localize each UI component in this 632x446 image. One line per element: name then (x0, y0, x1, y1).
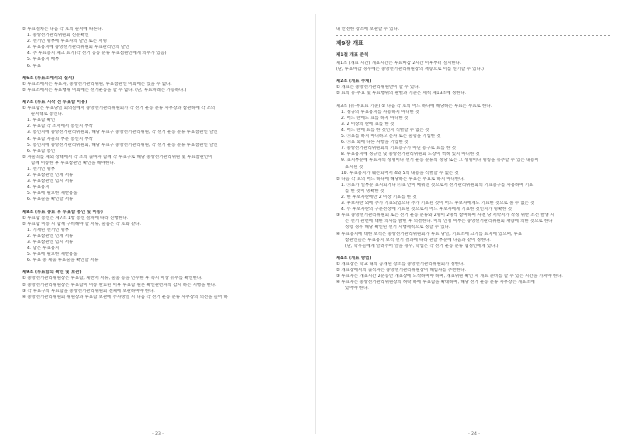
text-line: 1. ⓞ표가 일부분 표시되거나 ⓞ표 안이 메워진 것으로서 선거관리위원회의 기표용구를 사용하여 기표 (341, 182, 534, 188)
text-line: 성령 경우 해당 확인된 선거 시행세칙으로 정할 수 있다. (345, 225, 451, 231)
text-line: ③ 투표 중앙선거관리위원회 또는 선거 운동 분류와 2명이 2명씩 참여하여 사전 당 서약서가 작성 위반 조건 발생 시 (336, 213, 555, 219)
text-line: ③ 투표자는 개표시간 2분동안 개표장에 도착하여야 하며, 개표위원 확인 시 개표 준비를 할 수 있는 시간을 가져야 한다. (336, 274, 563, 280)
text-line: ① 중앙선거관리위원장은 투표함, 제반서 서류, 물품 등을 인수한 후 즉시 이상 유무를 확인한다. (22, 276, 203, 282)
text-line: 6. 투표술을 확인할 서류 (27, 197, 74, 203)
text-line: 8. 투표용지에 정규인 및 중앙선거관리위원회 도장이 찍혀 있지 아니한 것 (341, 152, 480, 158)
text-line: 를 한 것이 명확한 것 (345, 188, 385, 194)
text-line: ④ 중앙선거관리위원회 위원장과 투표함 보관에 주사방일 시 다음 각 선거 운동 분류 사무장의 의견을 들어 하 (22, 294, 228, 300)
text-line: ① 투표함 봉인은 제7조 1항 봉인 절차에 따라 진행한다. (22, 215, 129, 221)
text-line: 6. 투표함 봉인 (27, 148, 56, 154)
text-line: ① 투표함은 투표당일 회의실에서 중앙선거관리위원회가 각 선거 운동 분류 사무장과 참관하에 각 조의 (22, 106, 216, 112)
article-title: 제2조 (개표 주체) (336, 79, 372, 85)
text-line: 5. 투표용지 배부 (27, 57, 60, 63)
text-line: ① 개표는 중앙선거관리위원만이 할 수 있다. (336, 85, 420, 91)
text-line: 제1조 (개표 시간) 개표시간은 투표마감 2시간 이후부터 실시한다. (336, 61, 462, 67)
text-line: 7. 중앙선거관리위원회의 기표용구가 아닌 용구로 표를 한 것 (341, 146, 456, 152)
intro-list (22, 27, 308, 70)
text-line: 5. ⓞ표를 하지 아니하고 문자 또는 물형을 기입한 것 (341, 134, 441, 140)
text-line: 있어야 한다. (345, 286, 369, 292)
text-line: 참관인들은 투표용지 보석 선거 결과에 따라 관할 부분에 다음과 같이 정한다. (345, 237, 491, 243)
article-title: 제9조 (투표함의 확인 및 보관) (22, 270, 82, 276)
text-line: 2. 투표참관인 인계 서류 (27, 233, 74, 239)
text-line: 6. ⓞ표 외에 다른 사항을 기입한 것 (341, 140, 409, 146)
text-line: 3. 2 이상의 란에 표를 한 것 (341, 121, 395, 127)
text-line: 2. 투표참관인 인계 서류 (27, 173, 74, 179)
text-line: 순서대로 봉인다. (31, 112, 64, 118)
text-line: 1. 중앙선거관리위원회 신분확인 (27, 33, 89, 39)
article-title: 제7조 (투표 시작 전 투표함 이용) (22, 99, 88, 105)
text-line: (단, 학우들에게 알려주어 알을 경우, 학업은 각 선거 운동 분류 협정인에게 있다.) (345, 243, 499, 249)
text-line: 4. 투표용지 (27, 185, 50, 191)
text-line: 3. 봉인지에 중앙선거관리위원회, 해당 투표구 중앙선거관리위원, 각 선거 운동 분류 투표참관인 날인 (27, 130, 218, 136)
text-line: ② 중앙선거관리위원장은 투표함이 이송 완료된 이후 투표함 원본 확인관련자의 감시 하는 시행을 한다. (22, 282, 217, 288)
text-line: 3. 투표용지에 중앙선거관리위원회 투표관리인의 날인 (27, 45, 130, 51)
text-line: 1. 기재된 선거인 명부 (27, 227, 70, 233)
text-line: ② 투표함 이송 시 함께 구비해야 할 서류, 물품은 각 호와 같다. (22, 221, 141, 227)
text-line: (단, 투표마감 경우에는 중앙선거관리위원장의 재량으로 이를 연기할 수 있다.) (336, 67, 484, 73)
text-line: ② 표의 유·무효 및 투표행위의 판별과 기준은 세칙 제13조에 정한다. (336, 91, 467, 97)
divider (336, 35, 612, 36)
text-line: 1. 정규의 투표용지를 사용하지 아니한 것 (341, 109, 420, 115)
text-line: 4. 추 투표용지 체크 표기(각 선거 공동 분류 투표점원인에게 의무가 있음) (27, 51, 167, 57)
text-line: ④ 투표용지에 대한 보석은 중앙선거관리위원회가 투표 당일, 기표소에 크기를 표지에 있으며, 투표 (336, 231, 523, 237)
text-line: ② 개표장에서의 출석자는 중앙선거관리위원장이 해임자를 추천한다. (336, 268, 467, 273)
page-number: - 24 - (468, 432, 480, 437)
text-line: 표시된 것 (345, 164, 364, 170)
section-title: 제1절 개표 준칙 (336, 53, 369, 59)
text-line: 4. 남은 투표용지 (27, 246, 60, 252)
text-line: ② 투표절차는 다음 각 호의 순서에 따른다. (22, 27, 104, 32)
text-line: 3. 투표참관인 임시 서류 (27, 179, 74, 185)
text-line: ① 개표장은 학교 내의 공개된 장소를 중앙선거관리위원회가 정한다. (336, 261, 465, 267)
text-line: 1. 선거인 명부 (27, 166, 56, 172)
text-line: 5. 투표에 필요한 제반용품 (27, 252, 78, 258)
text-line: 4. 두 후보자란의 구분선상에 기표된 것으로서 어느 후보자에게 기표한 것인지가 명확한 것 (341, 207, 512, 213)
text-line: 2. 투표함 각 조서에서 봉인지 부착 (27, 124, 93, 130)
page-number: - 23 - (152, 432, 164, 437)
text-line: 2. 선거인 명부에 투표자의 날인 또는 서명 (27, 39, 107, 45)
article-title: 제6조 (투표소에서의 질서) (22, 75, 75, 81)
text-line: 1. 투표함 확인 (27, 118, 56, 124)
text-line: 6. 투표 (27, 63, 42, 69)
text-line: 5. 봉인지에 중앙선거관리위원회, 해당 투표구 중앙선거관리위원, 각 선거 운동 분류 투표참관인 날인 (27, 142, 218, 148)
text-line: 3. 투표참관인 임시 서류 (27, 240, 74, 245)
text-line: ① 투표소에서는 투표자, 중앙선거관리위원, 투표참관인 이외에는 있을 수 없다. (22, 81, 172, 87)
text-line: 제3조 (유·무효표 기준) ① 다음 각 호의 어느 하나에 해당하는 투표는 무효로 한다. (336, 103, 492, 109)
text-line: 2. 한 후보자란에만 2 이상 기표를 한 것 (341, 194, 417, 200)
text-line: 10. 투표용지가 훼손되어서 4와 5의 내용을 식별할 수 없는 것 (341, 170, 459, 176)
article-title: 제8조 (투표 종료 후 투표함 봉인 및 이송) (22, 209, 103, 215)
text-line: 2. 어느 란에도 표를 하지 아니한 것 (341, 115, 409, 121)
text-line: ② 투표소에서는 투표행위 이외에는 선거운동을 할 수 없다. (단, 투표차례는 가능하다.) (22, 87, 187, 93)
text-line: ② 자물쇠를 제외 상태에서 각 조의 출마자 함께 각 투표구로 해당 중앙선거관리위원 및 투표참관인이 (22, 154, 213, 160)
text-line: 4. 어느 란에 표를 한 것인지 식별할 수 없는 것 (341, 127, 430, 133)
text-line: 6. 투표 중 제출 투표술을 확인할 서류 (27, 258, 99, 264)
text-line: 5. 투표에 필요한 제반용품 (27, 191, 78, 197)
text-line: 내 안전한 장소에 보관할 수 있다. (336, 27, 400, 32)
article-title: 제4조 (개표 방법) (336, 255, 372, 261)
right-page (316, 0, 632, 446)
text-line: ④ 투표자는 중앙선거관리위원장의 허락 하에 투표함을 확대하여, 해당 선거 운동 분류 사무장은 개표소에 (336, 280, 535, 286)
text-line: 3. 후보자란 외에 추가 기표되었으나 추가 기표된 것이 어느 후보자에게도 기표한 것으로 볼 수 없는 것 (341, 201, 535, 207)
text-line: 4. 투표함 자물쇠 부분 봉인지 부착 (27, 136, 93, 142)
chapter-title: 제9장 개표 (336, 41, 364, 48)
text-line: 는 선거 관련에 대한 의사를 밝힌 후 의결한다. 이의 인정 여부는 중앙선거관리위원회 재량에 의한 것으로 한다 (345, 219, 553, 225)
text-line: 함께 이송한 후 투표참관인 확인을 해야한다. (31, 160, 116, 166)
text-line: ③ 각 투표구의 투표함을 중앙선거관리위원회 전체에 보관하여야 한다. (22, 288, 155, 294)
text-line: ② 다음 각 호의 어느 하나에 해당하는 투표는 무효로 하지 아니한다. (336, 176, 465, 182)
text-line: 9. 표지부분에 투표자의 성명이나 선거 운동 분류의 정당 또는 그 성명이나 명칭을 유추할 수 있는 내용이 (341, 158, 539, 164)
